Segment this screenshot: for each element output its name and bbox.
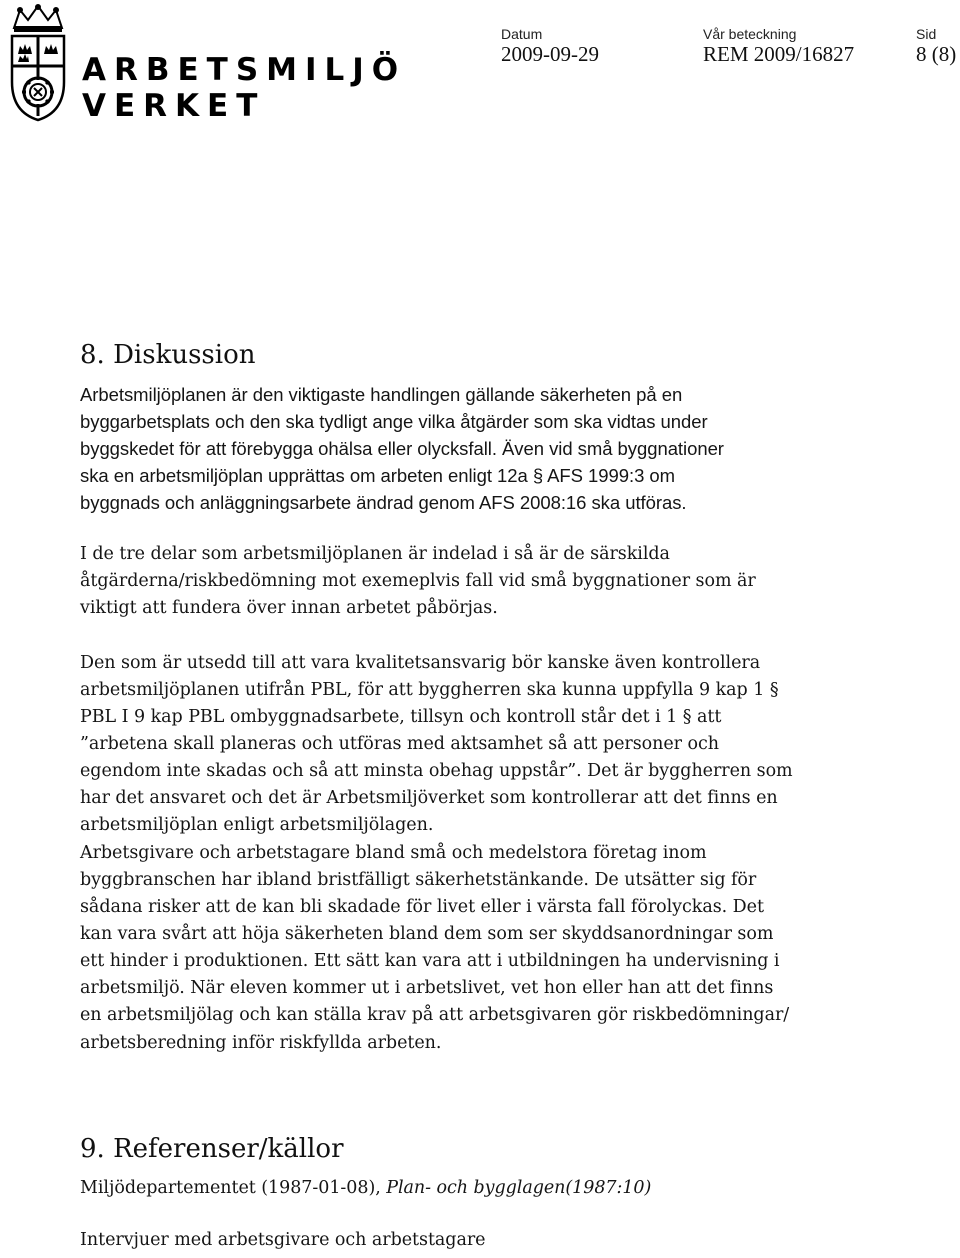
section-heading-discussion: 8. Diskussion [80,340,256,370]
paragraph-line: byggbranschen har ibland bristfälligt säkerhetstänkande. De utsätter sig för [80,870,757,890]
paragraph-line: Arbetsgivare och arbetstagare bland små och medelstora företag inom [80,843,707,863]
paragraph-line: arbetsmiljö. När eleven kommer ut i arbetslivet, vet hon eller han att det finns [80,978,774,998]
paragraph-line: arbetsmiljöplanen utifrån PBL, för att byggherren ska kunna uppfylla 9 kap 1 § [80,680,779,700]
paragraph-line: byggskedet för att förebygga ohälsa eller olycksfall. Även vid små byggnationer [80,438,724,459]
paragraph-line: arbetsmiljöplan enligt arbetsmiljölagen. [80,815,434,835]
reference-item: Intervjuer med arbetsgivare och arbetstagare [80,1230,486,1250]
paragraph-line: arbetsberedning inför riskfyllda arbeten. [80,1033,442,1053]
paragraph-line: Arbetsmiljöplanen är den viktigaste handlingen gällande säkerheten på en [80,384,683,405]
section-heading-references: 9. Referenser/källor [80,1134,344,1164]
reference-author: Miljödepartementet (1987-01-08), [80,1178,387,1198]
reference-label: Vår beteckning [703,26,797,42]
reference-item [80,1178,651,1198]
logo-wordmark [82,52,406,124]
coat-of-arms-logo [6,4,70,124]
paragraph-line: ”arbetena skall planeras och utföras med aktsamhet så att personer och [80,734,719,754]
paragraph-line: sådana risker att de kan bli skadade för livet eller i värsta fall förolyckas. Det [80,897,764,917]
paragraph-line: har det ansvaret och det är Arbetsmiljöverket som kontrollerar att det finns en [80,788,778,808]
paragraph-line: Den som är utsedd till att vara kvalitetsansvarig bör kanske även kontrollera [80,653,761,673]
paragraph-line: ett hinder i produktionen. Ett sätt kan vara att i utbildningen ha undervisning i [80,951,780,971]
paragraph-line: PBL I 9 kap PBL ombyggnadsarbete, tillsyn och kontroll står det i 1 § att [80,707,722,727]
date-label: Datum [501,26,543,42]
date-value: 2009-09-29 [501,42,599,66]
reference-value: REM 2009/16827 [703,42,855,66]
paragraph-line: en arbetsmiljölag och kan ställa krav på att arbetsgivaren gör riskbedömningar/ [80,1005,790,1025]
paragraph-line: egendom inte skadas och så att minsta obehag uppstår”. Det är byggherren som [80,761,793,781]
paragraph-line: viktigt att fundera över innan arbetet påbörjas. [80,598,498,618]
reference-title: Plan- och bygglagen(1987:10) [386,1178,652,1198]
logo-line-1: ARBETSMILJÖ [82,52,407,88]
page-label: Sid [916,26,937,42]
paragraph-line: byggnads och anläggningsarbete ändrad genom AFS 2008:16 ska utföras. [80,492,687,513]
paragraph-line: kan vara svårt att höja säkerheten bland dem som ser skyddsanordningar som [80,924,774,944]
paragraph-line: ska en arbetsmiljöplan upprättas om arbeten enligt 12a § AFS 1999:3 om [80,465,676,486]
paragraph-line: I de tre delar som arbetsmiljöplanen är indelad i så är de särskilda [80,544,670,564]
page-number: 8 (8) [916,42,957,66]
logo-line-2: VERKET [82,88,266,124]
paragraph-line: byggarbetsplats och den ska tydligt ange vilka åtgärder som ska vidtas under [80,411,708,432]
paragraph-line: åtgärderna/riskbedömning mot exemeplvis fall vid små byggnationer som är [80,571,756,591]
